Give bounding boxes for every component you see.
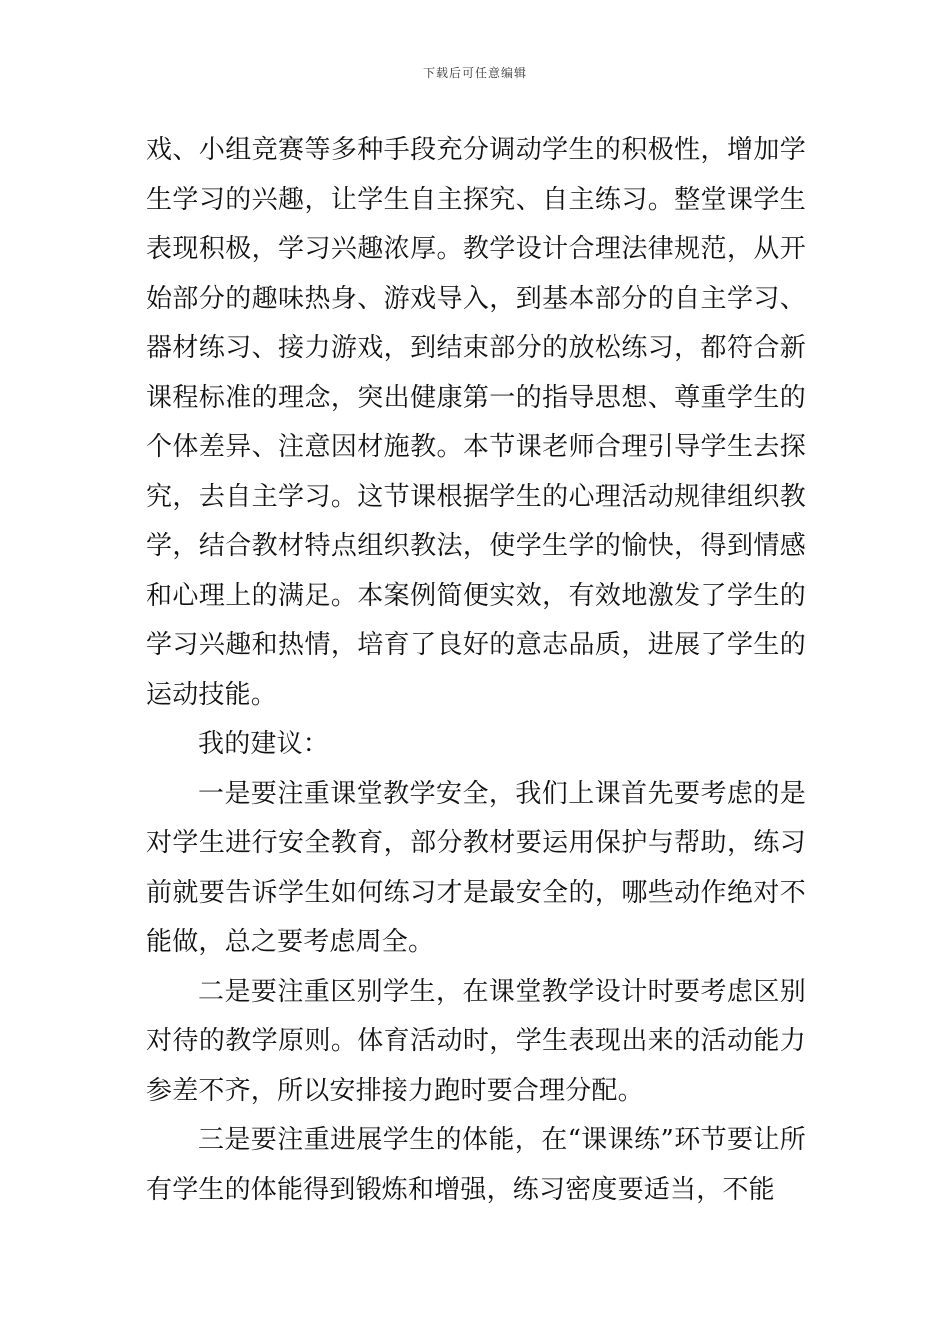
paragraph-suggestion-fitness: 三是要注重进展学生的体能，在“课课练”环节要让所有学生的体能得到锻炼和增强，练习密度要适当，不能	[146, 1125, 806, 1205]
paragraph-suggestion-safety: 一是要注重课堂教学安全，我们上课首先要考虑的是对学生进行安全教育，部分教材要运用保护与帮助，练习前就要告诉学生如何练习才是最安全的，哪些动作绝对不能做，总之要考虑周全。	[146, 778, 806, 957]
paragraph-lesson-evaluation: 戏、小组竞赛等多种手段充分调动学生的积极性，增加学生学习的兴趣，让学生自主探究、自主练习。整堂课学生表现积极，学习兴趣浓厚。教学设计合理法律规范，从开始部分的趣味热身、游戏导入，到基本部分的自主学习、器材练习、接力游戏，到结束部分的放松练习，都符合新课程标准的理念，突出健康第一的指导思想、尊重学生的个体差异、注意因材施教。本节课老师合理引导学生去探究，去自主学习。这节课根据学生的心理活动规律组织教学，结合教材特点组织教法，使学生学的愉快，得到情感和心理上的满足。本案例简便实效，有效地激发了学生的学习兴趣和热情，培育了良好的意志品质，进展了学生的运动技能。	[146, 135, 806, 710]
paragraph-suggestion-differentiation: 二是要注重区别学生，在课堂教学设计时要考虑区别对待的教学原则。体育活动时，学生表现出来的活动能力参差不齐，所以安排接力跑时要合理分配。	[146, 976, 806, 1106]
header-note: 下载后可任意编辑	[422, 66, 527, 80]
document-body	[146, 126, 806, 1215]
paragraph-suggestions-heading: 我的建议：	[198, 729, 330, 759]
